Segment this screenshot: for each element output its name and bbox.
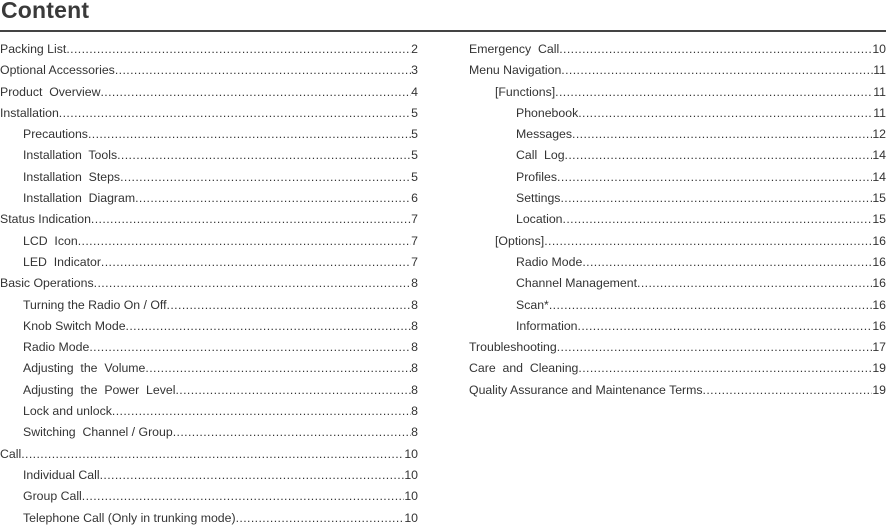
dot-leader: [572, 124, 872, 145]
toc-entry[interactable]: [469, 103, 886, 124]
dot-leader: [703, 380, 873, 401]
toc-entry-label: [Options]: [495, 233, 545, 248]
dot-leader: [559, 39, 872, 60]
toc-entry-page: 7: [411, 233, 418, 248]
toc-entry-page: 16: [872, 233, 886, 248]
toc-entry-label: Basic Operations: [0, 276, 94, 291]
toc-entry[interactable]: [469, 145, 886, 166]
toc-entry-page: 16: [872, 297, 886, 312]
dot-leader: [557, 337, 873, 358]
toc-entry[interactable]: [0, 273, 418, 294]
toc-entry[interactable]: [0, 252, 418, 273]
toc-entry-label: Adjusting the Volume: [23, 361, 146, 376]
toc-entry-label: Installation Diagram: [23, 191, 136, 206]
toc-entry-label: Radio Mode: [516, 254, 583, 269]
toc-entry-label: Troubleshooting: [469, 340, 557, 355]
toc-entry-page: 11: [873, 105, 886, 120]
toc-entry[interactable]: [0, 486, 418, 507]
dot-leader: [112, 401, 411, 422]
toc-entry-page: 5: [411, 148, 418, 163]
toc-entry-page: 16: [872, 318, 886, 333]
toc-entry-page: 6: [411, 191, 418, 206]
toc-entry-page: 7: [411, 212, 418, 227]
toc-entry[interactable]: [469, 39, 886, 60]
toc-entry-label: Installation: [0, 105, 59, 120]
toc-entry[interactable]: [0, 188, 418, 209]
toc-entry-page: 10: [404, 467, 418, 482]
toc-entry-label: Switching Channel / Group: [23, 425, 173, 440]
toc-entry-label: Profiles: [516, 169, 558, 184]
dot-leader: [21, 444, 404, 465]
dot-leader: [101, 252, 411, 273]
dot-leader: [89, 337, 411, 358]
toc-entry-label: Telephone Call (Only in trunking mode): [23, 510, 236, 525]
dot-leader: [563, 209, 873, 230]
toc-entry-page: 11: [873, 84, 886, 99]
toc-entry[interactable]: [0, 295, 418, 316]
dot-leader: [544, 231, 872, 252]
toc-entry[interactable]: [469, 167, 886, 188]
toc-entry-page: 8: [411, 340, 418, 355]
title-divider: [0, 30, 886, 32]
toc-entry-label: Call: [0, 446, 22, 461]
toc-entry[interactable]: [469, 273, 886, 294]
toc-entry-label: Installation Steps: [23, 169, 121, 184]
toc-entry-page: 15: [872, 212, 886, 227]
dot-leader: [173, 422, 411, 443]
dot-leader: [94, 273, 412, 294]
toc-entry-page: 7: [411, 254, 418, 269]
dot-leader: [117, 145, 411, 166]
toc-entry-page: 16: [872, 254, 886, 269]
toc-entry[interactable]: [469, 60, 886, 81]
toc-entry-label: Group Call: [23, 489, 82, 504]
dot-leader: [561, 60, 873, 81]
toc-entry-label: Quality Assurance and Maintenance Terms: [469, 382, 703, 397]
dot-leader: [565, 145, 873, 166]
toc-entry-label: Installation Tools: [23, 148, 118, 163]
dot-leader: [66, 39, 411, 60]
toc-entry-page: 8: [411, 404, 418, 419]
dot-leader: [88, 124, 411, 145]
toc-entry[interactable]: [469, 209, 886, 230]
toc-entry[interactable]: [469, 231, 886, 252]
toc-entry-label: Location: [516, 212, 563, 227]
dot-leader: [582, 252, 872, 273]
dot-leader: [78, 231, 411, 252]
toc-entry[interactable]: [469, 358, 886, 379]
toc-entry-page: 12: [872, 127, 886, 142]
dot-leader: [637, 273, 872, 294]
dot-leader: [560, 188, 872, 209]
toc-entry-page: 3: [411, 63, 418, 78]
dot-leader: [578, 316, 873, 337]
dot-leader: [91, 209, 411, 230]
dot-leader: [549, 295, 872, 316]
dot-leader: [115, 60, 411, 81]
toc-entry-page: 10: [404, 510, 418, 525]
toc-entry[interactable]: [0, 508, 418, 529]
dot-leader: [145, 358, 411, 379]
dot-leader: [126, 316, 412, 337]
toc-entry-label: Product Overview: [0, 84, 101, 99]
dot-leader: [100, 465, 405, 486]
dot-leader: [120, 167, 411, 188]
dot-leader: [167, 295, 412, 316]
toc-entry-page: 11: [873, 63, 886, 78]
toc-entry-page: 19: [872, 382, 886, 397]
toc-entry-page: 8: [411, 297, 418, 312]
toc-entry[interactable]: [469, 252, 886, 273]
toc-entry-page: 8: [411, 361, 418, 376]
dot-leader: [578, 103, 873, 124]
toc-entry-label: Call Log: [516, 148, 565, 163]
toc-left-column: [0, 39, 418, 529]
toc-entry[interactable]: [0, 60, 418, 81]
toc-entry-label: Knob Switch Mode: [23, 318, 126, 333]
toc-entry-label: Radio Mode: [23, 340, 90, 355]
toc-entry[interactable]: [0, 231, 418, 252]
toc-entry-label: [Functions]: [495, 84, 556, 99]
toc-entry-label: Optional Accessories: [0, 63, 115, 78]
toc-entry[interactable]: [0, 422, 418, 443]
toc-entry[interactable]: [0, 337, 418, 358]
toc-entry-page: 10: [872, 42, 886, 56]
dot-leader: [236, 508, 405, 529]
toc-entry-label: Phonebook: [516, 105, 579, 120]
toc-entry-page: 15: [872, 191, 886, 206]
toc-entry-label: LED Indicator: [23, 254, 101, 269]
toc-entry-page: 10: [404, 446, 418, 461]
toc-entry-page: 5: [411, 127, 418, 142]
dot-leader: [82, 486, 405, 507]
toc-entry[interactable]: [0, 380, 418, 401]
toc-entry-page: 10: [404, 489, 418, 504]
toc-entry[interactable]: [0, 316, 418, 337]
dot-leader: [578, 358, 872, 379]
toc-entry-label: Precautions: [23, 127, 88, 142]
toc-entry-label: Channel Management: [516, 276, 637, 291]
toc-entry[interactable]: [0, 209, 418, 230]
toc-entry-page: 14: [872, 169, 886, 184]
toc-entry-label: LCD Icon: [23, 233, 78, 248]
toc-entry-label: Scan*: [516, 297, 549, 312]
toc-entry-label: Individual Call: [23, 467, 100, 482]
toc-entry[interactable]: [0, 103, 418, 124]
toc-right-column: [469, 39, 886, 401]
dot-leader: [135, 188, 411, 209]
toc-entry-label: Adjusting the Power Level: [23, 382, 176, 397]
toc-entry-label: Information: [516, 318, 578, 333]
page-title: Content: [1, 0, 90, 23]
toc-entry[interactable]: [0, 358, 418, 379]
toc-entry[interactable]: [469, 295, 886, 316]
toc-entry[interactable]: [0, 39, 418, 60]
toc-entry[interactable]: [469, 316, 886, 337]
toc-entry-page: 4: [411, 84, 418, 99]
dot-leader: [555, 82, 873, 103]
toc-entry-page: 19: [872, 361, 886, 376]
toc-entry-label: Messages: [516, 127, 573, 142]
dot-leader: [175, 380, 411, 401]
toc-entry[interactable]: [469, 337, 886, 358]
toc-entry[interactable]: [0, 401, 418, 422]
toc-entry-label: Lock and unlock: [23, 404, 112, 419]
toc-entry[interactable]: [0, 145, 418, 166]
toc-entry[interactable]: [469, 380, 886, 401]
toc-entry[interactable]: [0, 82, 418, 103]
toc-entry[interactable]: [0, 167, 418, 188]
toc-entry-label: Settings: [516, 191, 561, 206]
toc-entry-label: Emergency Call: [469, 42, 560, 56]
toc-entry-page: 8: [411, 425, 418, 440]
toc-entry-page: 8: [411, 276, 418, 291]
toc-entry[interactable]: [0, 124, 418, 145]
toc-entry-page: 8: [411, 318, 418, 333]
toc-entry-page: 14: [872, 148, 886, 163]
toc-entry-page: 16: [872, 276, 886, 291]
toc-entry-page: 5: [411, 169, 418, 184]
toc-entry-label: Care and Cleaning: [469, 361, 579, 376]
toc-entry-label: Status Indication: [0, 212, 91, 227]
toc-entry[interactable]: [469, 124, 886, 145]
toc-entry[interactable]: [0, 444, 418, 465]
toc-entry-label: Packing List: [0, 42, 67, 56]
toc-entry[interactable]: [469, 188, 886, 209]
dot-leader: [59, 103, 411, 124]
toc-entry-page: 17: [872, 340, 886, 355]
toc-entry-page: 2: [411, 42, 418, 56]
toc-entry-label: Turning the Radio On / Off: [23, 297, 167, 312]
dot-leader: [557, 167, 872, 188]
dot-leader: [100, 82, 411, 103]
toc-entry-page: 8: [411, 382, 418, 397]
toc-entry-page: 5: [411, 105, 418, 120]
toc-entry[interactable]: [0, 465, 418, 486]
toc-entry[interactable]: [469, 82, 886, 103]
toc-entry-label: Menu Navigation: [469, 63, 562, 78]
